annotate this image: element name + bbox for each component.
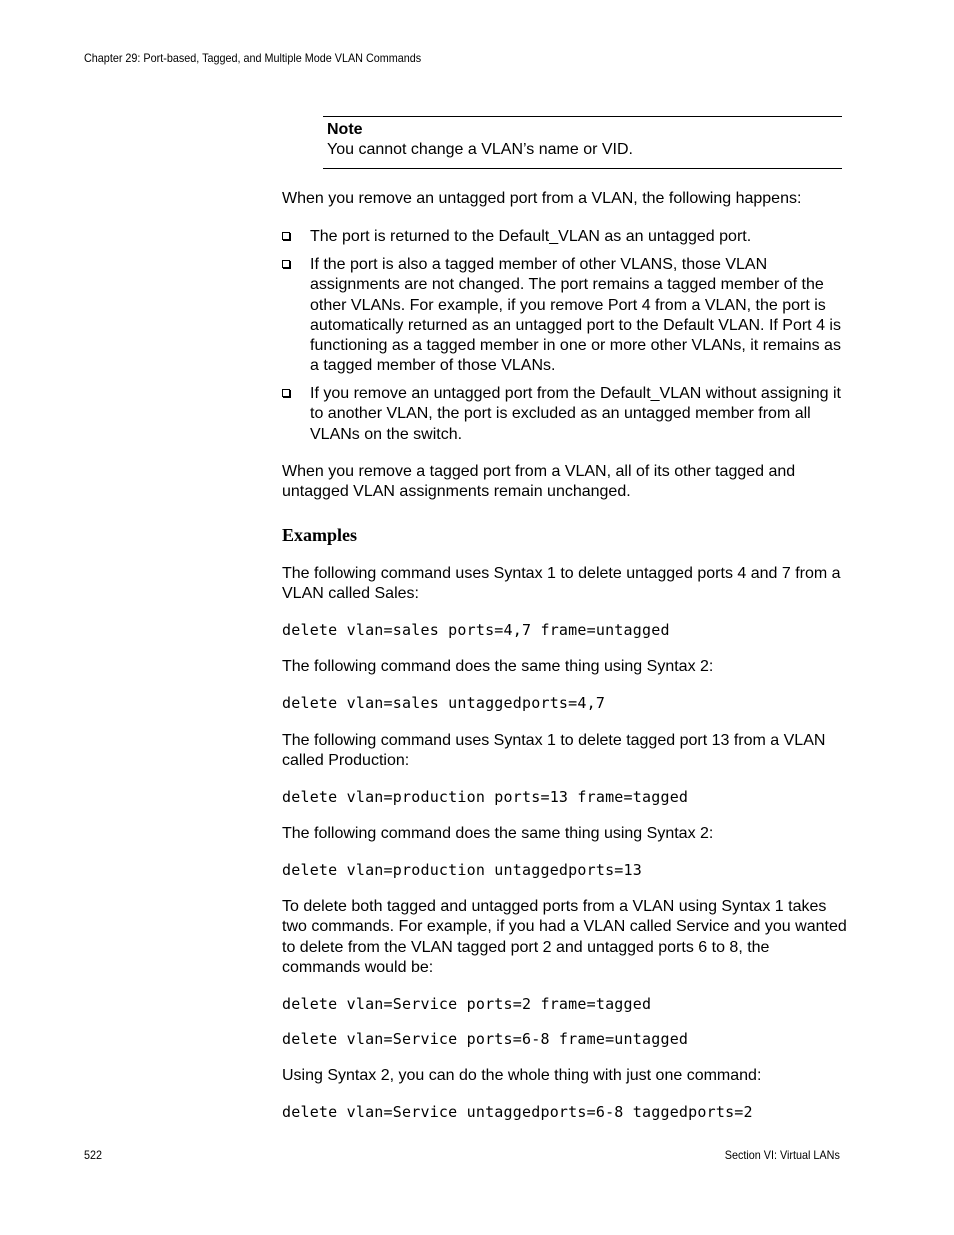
code-line: delete vlan=Service ports=2 frame=tagged <box>282 995 652 1013</box>
code-line: delete vlan=Service untaggedports=6-8 taggedports=2 <box>282 1103 753 1121</box>
example-paragraph: The following command uses Syntax 1 to delete untagged ports 4 and 7 from a VLAN called Sales: <box>282 565 841 603</box>
example-paragraph: The following command uses Syntax 1 to delete tagged port 13 from a VLAN called Production: <box>282 732 826 770</box>
example-paragraph: To delete both tagged and untagged ports from a VLAN using Syntax 1 takes two commands. For example, if you had a VLAN called Service and you wanted to delete from the VLAN tagged port 2 and untagged ports 6 to 8, the commands would be: <box>282 898 847 976</box>
intro-paragraph: When you remove an untagged port from a VLAN, the following happens: <box>282 190 802 207</box>
running-header: Chapter 29: Port-based, Tagged, and Multiple Mode VLAN Commands <box>84 51 422 65</box>
example-paragraph: The following command does the same thing using Syntax 2: <box>282 658 714 675</box>
code-line: delete vlan=production untaggedports=13 <box>282 861 642 879</box>
checkbox-bullet-icon <box>282 232 290 240</box>
code-line: delete vlan=sales ports=4,7 frame=untagged <box>282 621 670 639</box>
tagged-port-paragraph: When you remove a tagged port from a VLAN, all of its other tagged and untagged VLAN assignments remain unchanged. <box>282 463 796 501</box>
code-line: delete vlan=Service ports=6-8 frame=untagged <box>282 1030 689 1048</box>
example-paragraph: The following command does the same thing using Syntax 2: <box>282 825 714 842</box>
checkbox-bullet-icon <box>282 260 290 268</box>
list-item-text: If the port is also a tagged member of other VLANS, those VLAN assignments are not changed. The port remains a tagged member of the other VLANs. For example, if you remove Port 4 from a VLAN, the port is automatically returned as an untagged port to the Default VLAN. If Port 4 is functioning as a tagged member in one or more other VLANs, it remains as a tagged member of those VLANs. <box>310 256 841 375</box>
code-line: delete vlan=production ports=13 frame=tagged <box>282 788 689 806</box>
note-text: You cannot change a VLAN’s name or VID. <box>327 141 633 158</box>
example-paragraph: Using Syntax 2, you can do the whole thing with just one command: <box>282 1067 762 1084</box>
page-number: 522 <box>84 1148 103 1162</box>
list-item-text: The port is returned to the Default_VLAN as an untagged port. <box>310 228 752 245</box>
section-footer: Section VI: Virtual LANs <box>724 1148 840 1162</box>
code-line: delete vlan=sales untaggedports=4,7 <box>282 694 606 712</box>
examples-heading: Examples <box>282 525 358 545</box>
note-box <box>323 116 842 169</box>
checkbox-bullet-icon <box>282 389 290 397</box>
list-item-text: If you remove an untagged port from the Default_VLAN without assigning it to another VLAN, the port is excluded as an untagged member from all VLANs on the switch. <box>310 385 841 443</box>
note-title: Note <box>327 121 363 138</box>
